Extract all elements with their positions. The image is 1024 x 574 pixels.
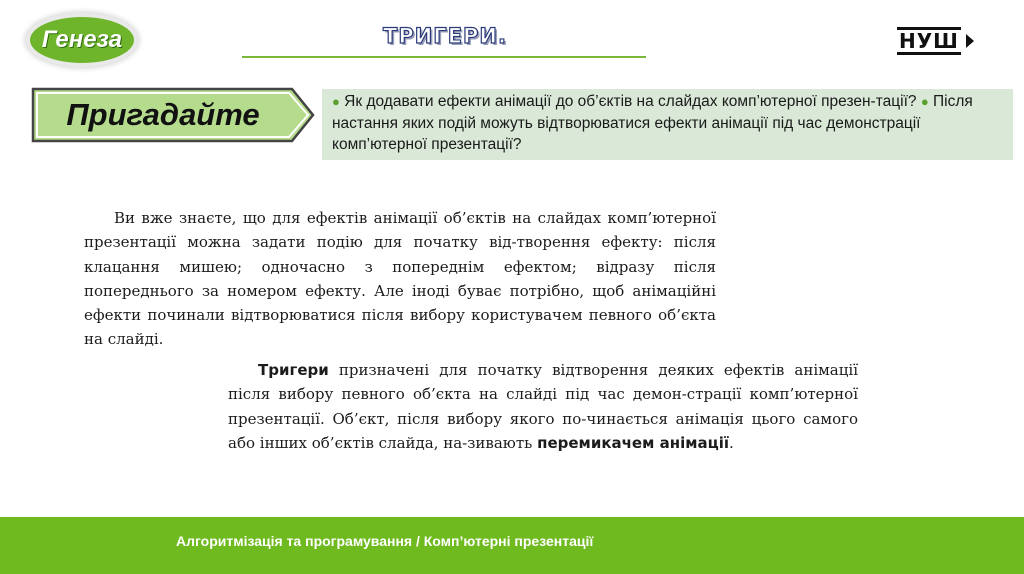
nush-logo — [897, 24, 974, 58]
definition-text: призначені для початку відтворення деяких ефектів анімації після вибору певного об’єкта на слайді під час демон-страції комп’ютерної презентації. Об’єкт, після вибору якого по-чинається анімація цього самого або інших об’єктів слайда, на-зивають — [228, 361, 858, 452]
question-1: Як додавати ефекти анімації до об’єктів на слайдах комп’ютерної презен-тації? — [344, 93, 917, 110]
footer-bar — [0, 517, 1024, 574]
intro-paragraph: Ви вже знаєте, що для ефектів анімації об’єктів на слайдах комп’ютерної презентації можна задати подію для початку від-творення ефекту: після клацання мишею; одночасно з попереднім ефектом; відразу після попереднього за номером ефекту. Але іноді буває потрібно, щоб анімаційні ефекти починали відтворюватися після вибору користувачем певного об’єкта на слайді. — [84, 209, 716, 349]
remember-banner — [30, 86, 316, 144]
definition-paragraph — [228, 358, 858, 455]
footer-text: Алгоритмізація та програмування / Комп’ютерні презентації — [176, 533, 594, 549]
review-questions — [322, 89, 1013, 160]
term-animation-switch: перемикачем анімації — [537, 433, 729, 452]
logo-text: Генеза — [41, 26, 123, 53]
term-triggers: Тригери — [258, 361, 329, 379]
nush-logo-text: НУШ — [899, 29, 959, 53]
title-underline — [242, 56, 646, 58]
page-title: ТРИГЕРИ. — [383, 24, 507, 48]
geneza-logo — [30, 17, 134, 63]
bullet-icon: ● — [920, 94, 929, 109]
play-arrow-icon — [966, 34, 974, 48]
definition-end: . — [729, 433, 734, 452]
remember-label: Пригадайте — [66, 97, 260, 132]
bullet-icon: ● — [332, 94, 340, 109]
question-2: Після настання яких подій можуть відтворюватися ефекти анімації під час демонстрації комп’ютерної презентації? — [332, 93, 973, 153]
